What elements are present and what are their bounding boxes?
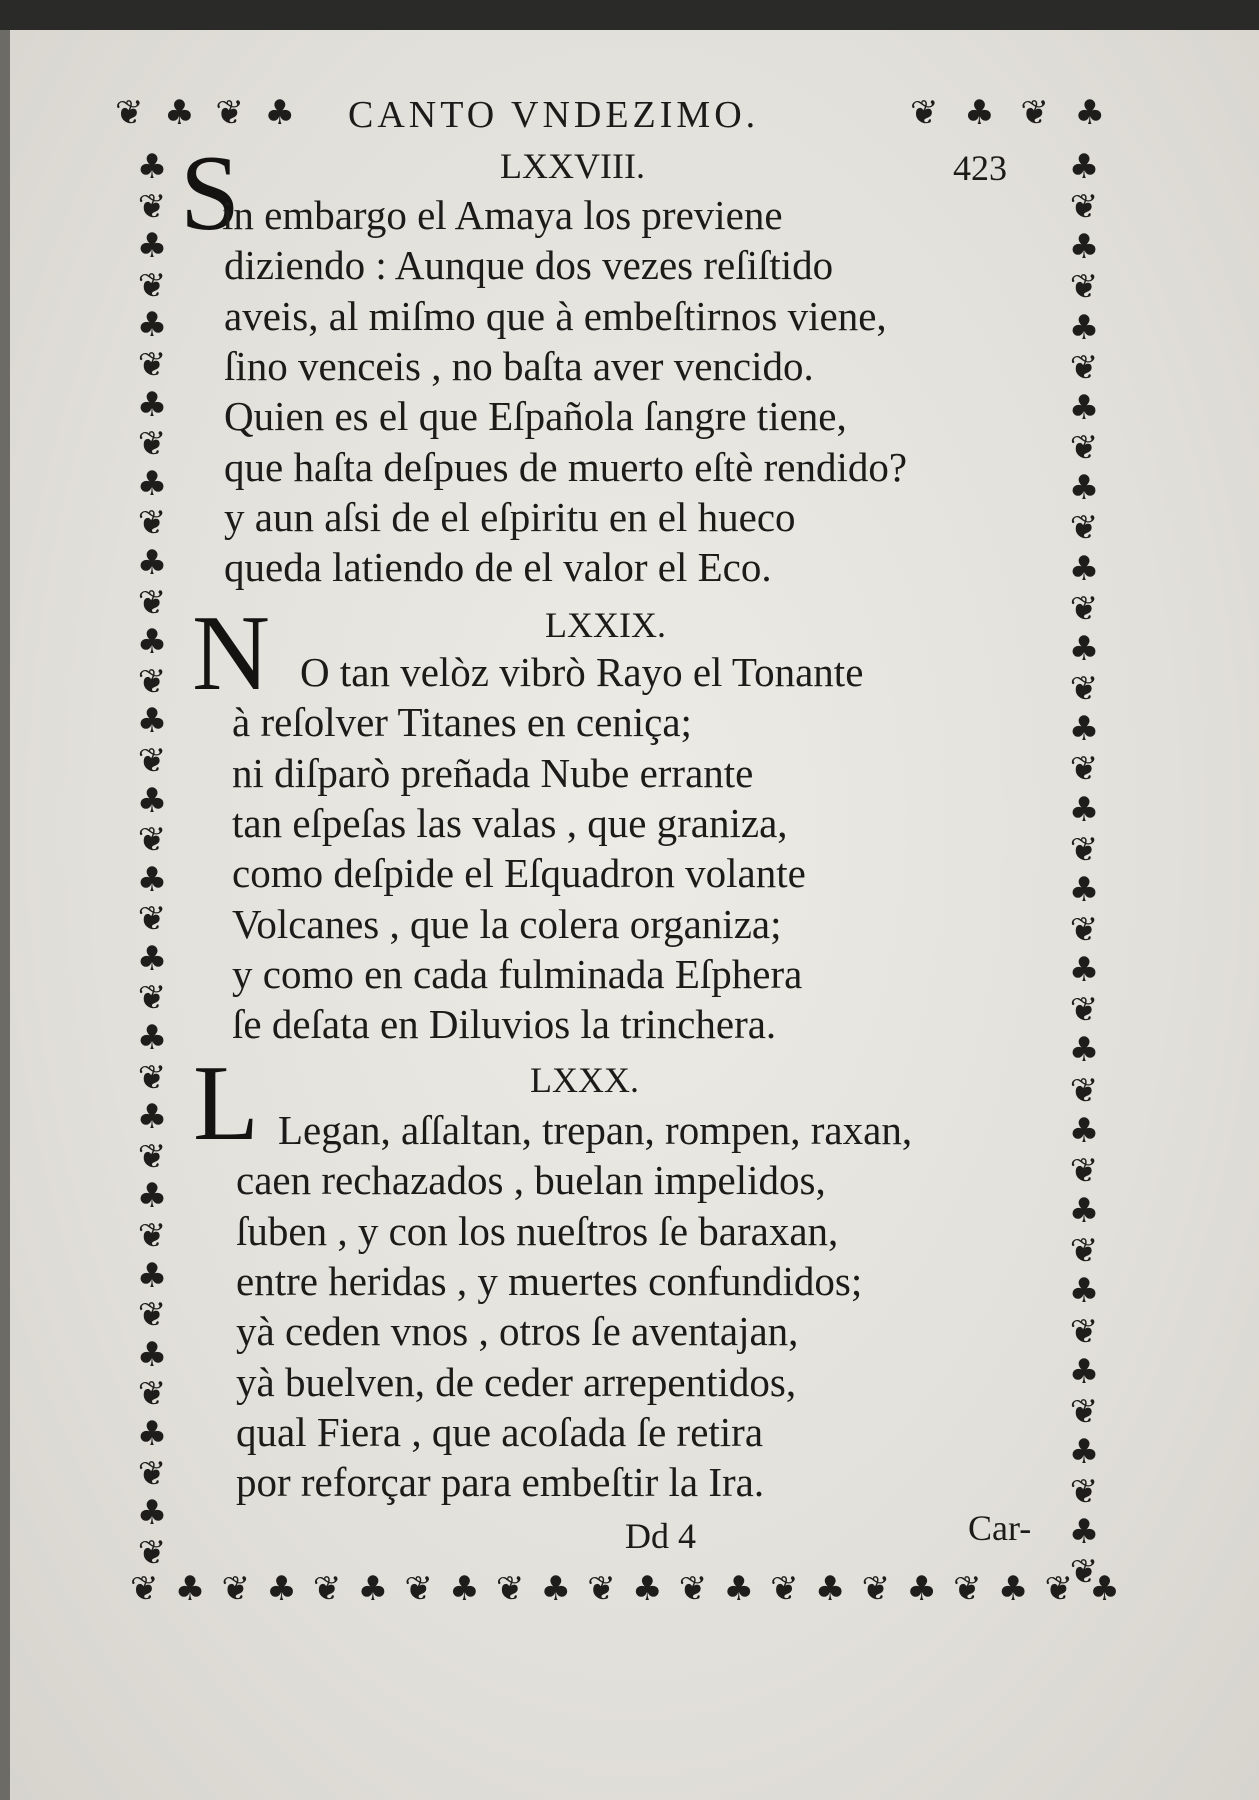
fleuron-icon: ❦ bbox=[115, 93, 144, 133]
fleuron-icon: ♣ bbox=[1068, 1191, 1100, 1232]
fleuron-icon: ❦ bbox=[137, 1057, 167, 1098]
fleuron-icon: ❦ bbox=[137, 1136, 167, 1177]
drop-cap: N bbox=[192, 594, 270, 713]
fleuron-icon: ❦ bbox=[312, 1569, 342, 1609]
fleuron-icon: ♣ bbox=[136, 463, 168, 504]
fleuron-icon: ❦ bbox=[910, 93, 939, 133]
fleuron-icon: ♣ bbox=[964, 93, 995, 133]
running-head: CANTO VNDEZIMO. bbox=[348, 94, 760, 136]
fleuron-icon: ❦ bbox=[861, 1569, 891, 1609]
fleuron-icon: ❦ bbox=[137, 186, 167, 227]
fleuron-icon: ❦ bbox=[1069, 1311, 1099, 1352]
fleuron-icon: ❦ bbox=[1069, 588, 1099, 629]
fleuron-icon: ♣ bbox=[1068, 307, 1100, 348]
fleuron-icon: ❦ bbox=[137, 503, 167, 544]
fleuron-icon: ❦ bbox=[1069, 1552, 1099, 1593]
fleuron-icon: ♣ bbox=[1068, 387, 1100, 428]
fleuron-icon: ❦ bbox=[1069, 508, 1099, 549]
fleuron-icon: ❦ bbox=[404, 1569, 433, 1609]
ornamental-border-top-right bbox=[910, 93, 1105, 133]
verse-line: como deſpide el Eſquadron volante bbox=[232, 850, 806, 897]
verse-line: Legan, aſſaltan, trepan, rompen, raxan, bbox=[278, 1107, 913, 1153]
fleuron-icon: ♣ bbox=[1068, 628, 1100, 669]
fleuron-icon: ❦ bbox=[1069, 1231, 1099, 1272]
fleuron-icon: ♣ bbox=[136, 1255, 168, 1296]
catchword: Car- bbox=[968, 1508, 1032, 1548]
fleuron-icon: ❦ bbox=[137, 978, 167, 1019]
stanza-numeral: LXXIX. bbox=[545, 605, 666, 645]
fleuron-icon: ❦ bbox=[1069, 669, 1099, 710]
fleuron-icon: ❦ bbox=[587, 1569, 616, 1609]
verse-line: ſuben , y con los nueſtros ſe baraxan, bbox=[236, 1207, 839, 1254]
fleuron-icon: ❦ bbox=[1069, 347, 1099, 388]
fleuron-icon: ❦ bbox=[137, 265, 167, 306]
verse-line: ni diſparò preñada Nube errante bbox=[232, 749, 754, 796]
ornamental-border-left bbox=[122, 147, 182, 1573]
fleuron-icon: ♣ bbox=[136, 384, 168, 425]
fleuron-icon: ♣ bbox=[814, 1569, 846, 1609]
stanza-numeral: LXXX. bbox=[530, 1060, 639, 1100]
fleuron-icon: ❦ bbox=[1069, 1391, 1099, 1432]
fleuron-icon: ♣ bbox=[136, 1334, 168, 1375]
fleuron-icon: ♣ bbox=[136, 542, 168, 583]
fleuron-icon: ❦ bbox=[137, 899, 167, 940]
fleuron-icon: ♣ bbox=[174, 1569, 206, 1609]
fleuron-icon: ❦ bbox=[137, 424, 167, 465]
fleuron-icon: ♣ bbox=[449, 1569, 480, 1609]
fleuron-icon: ♣ bbox=[136, 1097, 168, 1138]
fleuron-icon: ❦ bbox=[1069, 428, 1099, 469]
fleuron-icon: ❦ bbox=[137, 820, 167, 861]
fleuron-icon: ♣ bbox=[164, 93, 195, 133]
fleuron-icon: ♣ bbox=[136, 1018, 168, 1059]
fleuron-icon: ♣ bbox=[136, 147, 168, 187]
signature-mark: Dd 4 bbox=[625, 1516, 696, 1556]
fleuron-icon: ♣ bbox=[997, 1569, 1029, 1609]
fleuron-icon: ❦ bbox=[137, 344, 167, 385]
fleuron-icon: ♣ bbox=[136, 1493, 168, 1534]
fleuron-icon: ❦ bbox=[495, 1569, 525, 1609]
fleuron-icon: ♣ bbox=[136, 1414, 168, 1454]
fleuron-icon: ❦ bbox=[1069, 267, 1099, 308]
fleuron-icon: ❦ bbox=[137, 1453, 167, 1494]
fleuron-icon: ❦ bbox=[137, 661, 167, 702]
fleuron-icon: ♣ bbox=[1068, 789, 1100, 830]
fleuron-icon: ❦ bbox=[137, 740, 167, 781]
fleuron-icon: ♣ bbox=[723, 1569, 754, 1609]
fleuron-icon: ♣ bbox=[266, 1569, 297, 1609]
fleuron-icon: ♣ bbox=[1068, 1271, 1100, 1312]
fleuron-icon: ♣ bbox=[136, 226, 168, 267]
verse-line: à reſolver Titanes en ceniça; bbox=[232, 699, 692, 746]
fleuron-icon: ❦ bbox=[1069, 1472, 1099, 1513]
fleuron-icon: ❦ bbox=[1069, 1150, 1099, 1191]
fleuron-icon: ❦ bbox=[1069, 749, 1099, 790]
fleuron-icon: ❦ bbox=[130, 1569, 159, 1609]
fleuron-icon: ❦ bbox=[1069, 909, 1099, 950]
verse-line: yà ceden vnos , otros ſe aventajan, bbox=[236, 1308, 799, 1355]
fleuron-icon: ♣ bbox=[1068, 869, 1100, 910]
ornamental-border-right bbox=[1054, 147, 1114, 1593]
verse-line: por reforçar para embeſtir la Ira. bbox=[236, 1459, 765, 1506]
fleuron-icon: ♣ bbox=[1068, 1110, 1100, 1151]
fleuron-icon: ♣ bbox=[264, 93, 295, 133]
fleuron-icon: ♣ bbox=[136, 701, 168, 742]
ornamental-border-bottom bbox=[130, 1569, 1120, 1609]
fleuron-icon: ♣ bbox=[632, 1569, 663, 1609]
fleuron-icon: ♣ bbox=[1068, 147, 1100, 187]
fleuron-icon: ♣ bbox=[136, 859, 168, 900]
fleuron-icon: ❦ bbox=[221, 1569, 250, 1609]
verse-line: diziendo : Aunque dos vezes reſiſtido bbox=[224, 242, 834, 289]
fleuron-icon: ♣ bbox=[1089, 1569, 1120, 1609]
fleuron-icon: ❦ bbox=[678, 1569, 708, 1609]
drop-cap: L bbox=[193, 1044, 259, 1163]
fleuron-icon: ❦ bbox=[1044, 1569, 1074, 1609]
fleuron-icon: ❦ bbox=[1069, 990, 1099, 1031]
fleuron-icon: ❦ bbox=[215, 93, 244, 133]
book-edge bbox=[0, 30, 10, 1800]
fleuron-icon: ❦ bbox=[953, 1569, 982, 1609]
fleuron-icon: ♣ bbox=[1068, 548, 1100, 589]
fleuron-icon: ♣ bbox=[906, 1569, 937, 1609]
verse-line: entre heridas , y muertes confundidos; bbox=[236, 1257, 863, 1304]
drop-cap: S bbox=[180, 134, 241, 253]
fleuron-icon: ♣ bbox=[1068, 1030, 1100, 1071]
ornamental-border-top-left bbox=[115, 93, 295, 133]
fleuron-icon: ❦ bbox=[1069, 1070, 1099, 1111]
fleuron-icon: ♣ bbox=[1068, 709, 1100, 750]
fleuron-icon: ♣ bbox=[540, 1569, 572, 1609]
fleuron-icon: ♣ bbox=[1068, 1432, 1100, 1472]
page-number: 423 bbox=[953, 148, 1007, 188]
fleuron-icon: ♣ bbox=[136, 622, 168, 663]
stanza-numeral: LXXVIII. bbox=[500, 146, 645, 186]
verse-line: que haſta deſpues de muerto eſtè rendido? bbox=[224, 443, 908, 490]
fleuron-icon: ❦ bbox=[137, 582, 167, 623]
fleuron-icon: ♣ bbox=[1068, 950, 1100, 991]
verse-line: yà buelven, de ceder arrepentidos, bbox=[236, 1358, 797, 1405]
fleuron-icon: ❦ bbox=[137, 1374, 167, 1415]
verse-line: in embargo el Amaya los previene bbox=[222, 192, 783, 238]
fleuron-icon: ♣ bbox=[136, 1176, 168, 1217]
verse-line: qual Fiera , que acoſada ſe retira bbox=[236, 1408, 764, 1455]
fleuron-icon: ❦ bbox=[137, 1532, 167, 1573]
verse-line: ſe deſata en Diluvios la trinchera. bbox=[232, 1001, 777, 1048]
verse-line: Quien es el que Eſpañola ſangre tiene, bbox=[224, 393, 847, 440]
fleuron-icon: ♣ bbox=[136, 305, 168, 346]
fleuron-icon: ♣ bbox=[1068, 468, 1100, 509]
fleuron-icon: ❦ bbox=[1020, 93, 1049, 133]
verse-line: aveis, al miſmo que à embeſtirnos viene, bbox=[224, 292, 887, 339]
fleuron-icon: ♣ bbox=[1074, 93, 1105, 133]
fleuron-icon: ♣ bbox=[1068, 227, 1100, 268]
fleuron-icon: ♣ bbox=[357, 1569, 389, 1609]
fleuron-icon: ❦ bbox=[1069, 829, 1099, 870]
verse-line: ſino venceis , no baſta aver vencido. bbox=[224, 342, 814, 389]
verse-line: O tan velòz vibrò Rayo el Tonante bbox=[300, 649, 864, 695]
fleuron-icon: ♣ bbox=[1068, 1512, 1100, 1553]
fleuron-icon: ❦ bbox=[770, 1569, 799, 1609]
verse-line: y aun aſsi de el eſpiritu en el hueco bbox=[224, 493, 796, 540]
verse-line: Volcanes , que la colera organiza; bbox=[232, 900, 782, 947]
fleuron-icon: ❦ bbox=[137, 1216, 167, 1257]
fleuron-icon: ♣ bbox=[1068, 1351, 1100, 1392]
fleuron-icon: ♣ bbox=[136, 780, 168, 821]
verse-line: queda latiendo de el valor el Eco. bbox=[224, 544, 772, 591]
fleuron-icon: ❦ bbox=[137, 1295, 167, 1336]
verse-line: caen rechazados , buelan impelidos, bbox=[236, 1157, 826, 1204]
verse-line: y como en cada fulminada Eſphera bbox=[232, 950, 803, 997]
fleuron-icon: ❦ bbox=[1069, 187, 1099, 228]
verse-line: tan eſpeſas las valas , que graniza, bbox=[232, 799, 788, 846]
fleuron-icon: ♣ bbox=[136, 938, 168, 979]
